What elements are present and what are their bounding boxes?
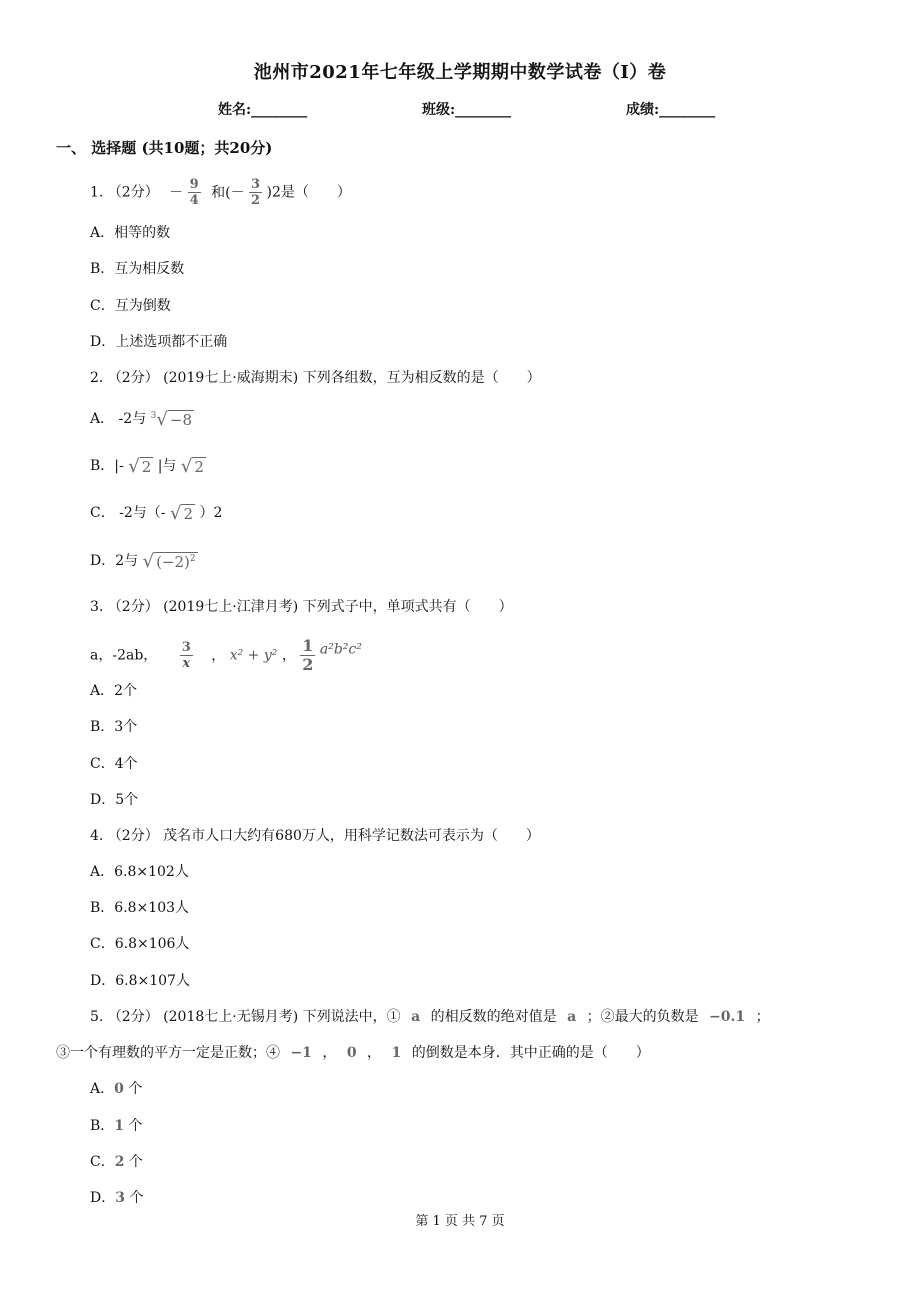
q3-expressions: a，-2ab， $\frac{3}{x}$ ， x² + y² ， $\frac{1}{2}$ a²b²c²	[90, 636, 362, 674]
q3-fraction-3-over-x: $\frac{3}{x}$	[181, 640, 191, 671]
q5-option-c: C．2 个	[90, 1154, 143, 1170]
q1-fraction-1: $\frac{9}{4}$	[189, 177, 199, 208]
q5-var-a-1: a	[411, 1009, 421, 1025]
name-field-label: 姓名:________	[218, 102, 308, 118]
question-1	[90, 178, 351, 207]
q5-option-b: B．1 个	[90, 1118, 143, 1134]
q2-b-sqrt-2: √ 2	[180, 455, 204, 477]
q2-d-sqrt: √ $(-2)^2$	[142, 550, 196, 572]
page-title: 池州市2021年七年级上学期期中数学试卷（I）卷	[253, 62, 667, 83]
q1-fraction-2: $\frac{3}{2}$	[251, 177, 261, 208]
q5-negative-point-one: −0.1	[709, 1009, 746, 1025]
q1-mid: 和(－	[211, 184, 245, 201]
q4-option-a: A．6.8×102人	[90, 864, 189, 880]
q5-option-a: A．0 个	[90, 1081, 143, 1097]
q5-option-d: D．3 个	[90, 1190, 144, 1206]
q2-option-b: B．|- √ 2 |与 √ 2	[90, 455, 204, 477]
q4-option-d: D．6.8×107人	[90, 973, 190, 989]
question-4-stem: 4. （2分） 茂名市人口大约有680万人，用科学记数法可表示为（ ）	[90, 828, 540, 844]
q1-tail: )2是（ ）	[266, 184, 351, 201]
q3-monomial: a²b²c²	[319, 641, 362, 658]
q5-one: 1	[391, 1045, 402, 1061]
q2-option-a: A． -2与 $^3$√ −8	[90, 408, 192, 430]
q1-minus: －	[169, 184, 184, 201]
q3-option-d: D．5个	[90, 792, 139, 808]
q3-option-b: B．3个	[90, 719, 138, 735]
class-field-label: 班级:________	[422, 102, 512, 118]
section-heading: 一、 选择题 (共10题；共20分)	[56, 139, 273, 157]
q3-option-a: A．2个	[90, 683, 138, 699]
q5-var-a-2: a	[567, 1009, 577, 1025]
q5-zero: 0	[346, 1045, 357, 1061]
q3-option-c: C．4个	[90, 756, 138, 772]
q2-option-d: D．2与 √ $(-2)^2$	[90, 550, 196, 572]
q2-c-sqrt: √ 2	[169, 502, 194, 524]
q2-a-cube-root: $^3$√ −8	[150, 408, 192, 430]
q1-option-c: C．互为倒数	[90, 298, 171, 314]
question-5-line-2: ③一个有理数的平方一定是正数；④ −1 ， 0 ， 1 的倒数是本身．其中正确的是（ ）	[56, 1045, 650, 1061]
q2-b-sqrt-1: √ 2	[128, 455, 152, 477]
q2-option-c: C． -2与（- √ 2 ）2	[90, 502, 223, 524]
q5-minus-one: −1	[290, 1045, 312, 1061]
q4-option-c: C．6.8×106人	[90, 936, 190, 952]
question-2-stem: 2. （2分） (2019七上·威海期末) 下列各组数，互为相反数的是（ ）	[90, 370, 541, 386]
question-5-line-1: 5. （2分） (2018七上·无锡月考) 下列说法中，① a 的相反数的绝对值是 a ；②最大的负数是 −0.1 ；	[90, 1009, 770, 1025]
q3-sum-of-squares: x² + y²	[229, 647, 278, 664]
question-3-stem: 3. （2分） (2019七上·江津月考) 下列式子中，单项式共有（ ）	[90, 599, 513, 615]
q1-option-b: B．互为相反数	[90, 261, 185, 277]
q1-number: 1. （2分）	[90, 184, 159, 201]
q1-option-d: D．上述选项都不正确	[90, 334, 228, 350]
q3-fraction-half: $\frac{1}{2}$	[302, 636, 314, 674]
q1-option-a: A．相等的数	[90, 225, 171, 241]
score-field-label: 成绩:________	[626, 102, 716, 118]
page-footer: 第 1 页 共 7 页	[415, 1214, 505, 1229]
q4-option-b: B．6.8×103人	[90, 900, 190, 916]
